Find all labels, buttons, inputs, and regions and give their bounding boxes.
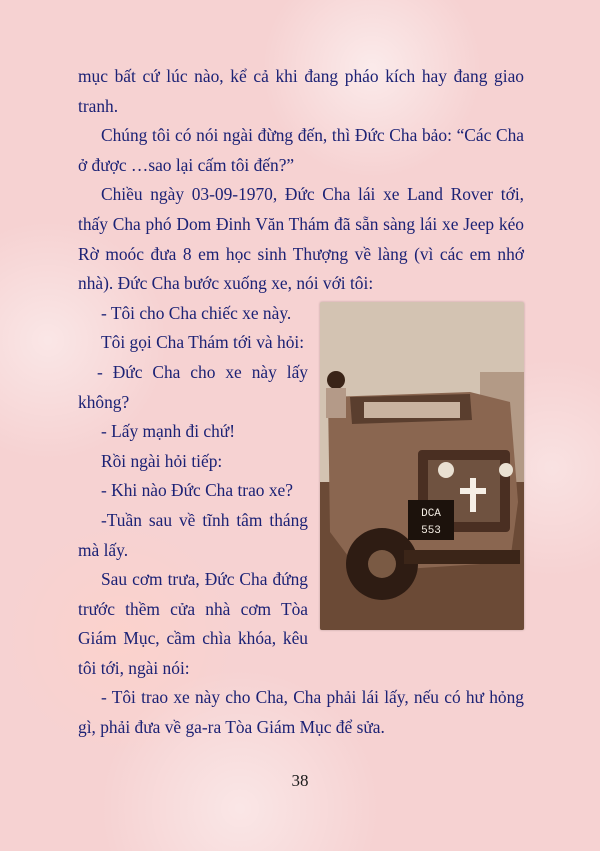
line-narration-3: Sau cơm trưa, Đức Cha đứng trước thềm cửa nhà cơm Tòa Giám Mục, cầm chìa khóa, kêu tôi tới, ngài nói:: [78, 569, 308, 678]
final-paragraph: - Tôi trao xe này cho Cha, Cha phải lái lấy, nếu có hư hỏng gì, phải đưa về ga-ra Tòa Giám Mục để sửa.: [78, 687, 524, 738]
photo-wrap-section: [78, 299, 524, 684]
plate-line-1: DCA: [421, 507, 441, 520]
line-dialogue-3: - Lấy mạnh đi chứ!: [101, 421, 236, 442]
line-dialogue-2: - Đức Cha cho xe này lấy không?: [78, 361, 308, 412]
paragraph-3: Chiều ngày 03-09-1970, Đức Cha lái xe Land Rover tới, thấy Cha phó Dom Đinh Văn Thám đã sẵn sàng lái xe Jeep kéo Rờ moóc đưa 8 em học sinh Thượng về làng (vì các em nhớ nhà). Đức Cha bước xuống xe, nói với tôi:: [78, 184, 524, 294]
plate-line-2: 553: [421, 524, 441, 537]
paragraph-1: mục bất cứ lúc nào, kể cả khi đang pháo kích hay đang giao tranh.: [78, 66, 524, 116]
line-narration-1: Tôi gọi Cha Thám tới và hỏi:: [101, 332, 305, 353]
line-dialogue-1: - Tôi cho Cha chiếc xe này.: [101, 302, 292, 323]
page-body: [78, 62, 524, 743]
land-rover-illustration: [320, 302, 524, 630]
line-dialogue-5: -Tuần sau về tĩnh tâm tháng mà lấy.: [78, 509, 308, 560]
page-number: 38: [291, 771, 309, 790]
paragraph-2: Chúng tôi có nói ngài đừng đến, thì Đức Cha bảo: “Các Cha ở được …sao lại cấm tôi đến?”: [78, 125, 524, 175]
body-text: [78, 62, 524, 743]
land-rover-photo: [320, 302, 524, 630]
line-narration-2: Rồi ngài hỏi tiếp:: [101, 450, 223, 471]
line-dialogue-4: - Khi nào Đức Cha trao xe?: [101, 480, 293, 501]
